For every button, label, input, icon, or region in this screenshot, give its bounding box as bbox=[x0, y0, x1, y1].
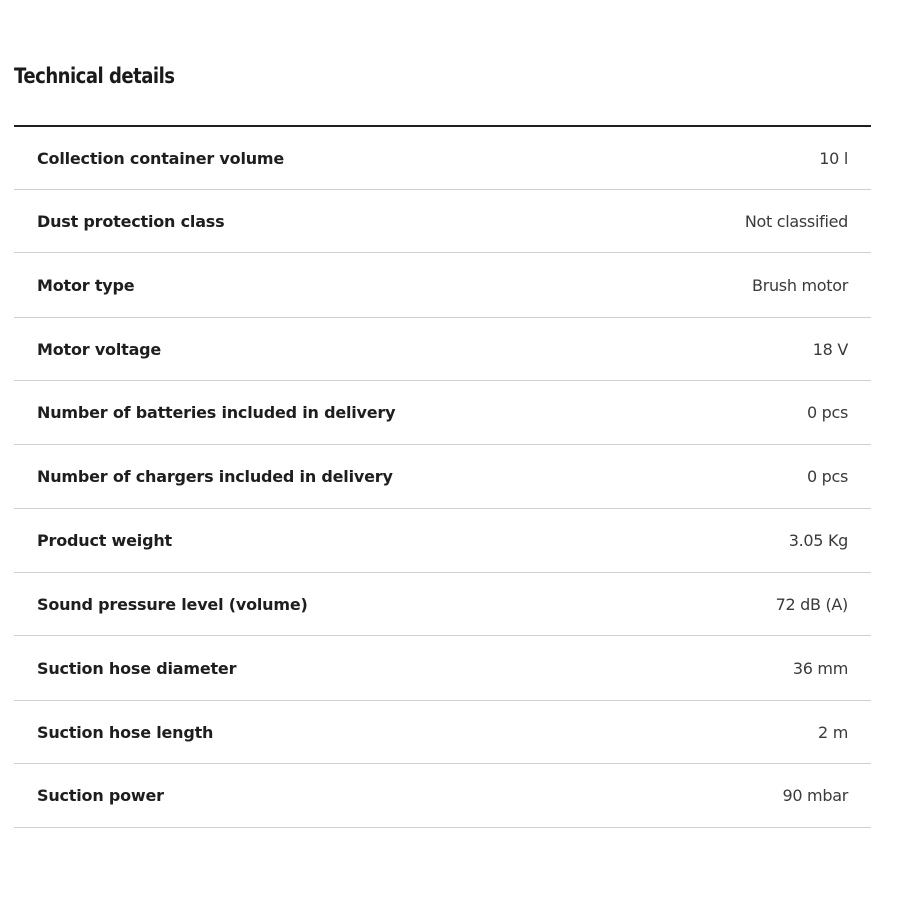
spec-label: Dust protection class bbox=[37, 211, 225, 231]
spec-value: 2 m bbox=[818, 722, 848, 742]
specs-table bbox=[14, 125, 871, 828]
spec-row-suction-hose-length bbox=[14, 701, 871, 764]
spec-value: 90 mbar bbox=[782, 786, 848, 805]
spec-value: Brush motor bbox=[752, 275, 848, 295]
spec-row-suction-hose-diameter bbox=[14, 636, 871, 701]
spec-row-number-of-batteries bbox=[14, 381, 871, 445]
section-title: Technical details bbox=[14, 64, 175, 88]
spec-value: 18 V bbox=[812, 339, 848, 359]
spec-label: Product weight bbox=[37, 531, 172, 550]
spec-value: 72 dB (A) bbox=[775, 594, 848, 614]
spec-label: Motor type bbox=[37, 275, 135, 295]
spec-label: Sound pressure level (volume) bbox=[37, 594, 308, 614]
spec-row-product-weight bbox=[14, 509, 871, 573]
spec-row-sound-pressure-level bbox=[14, 573, 871, 636]
spec-label: Suction hose length bbox=[37, 722, 214, 742]
spec-value: 0 pcs bbox=[806, 403, 848, 422]
spec-label: Collection container volume bbox=[37, 148, 285, 168]
spec-row-number-of-chargers bbox=[14, 445, 871, 509]
spec-label: Number of batteries included in delivery bbox=[37, 403, 396, 422]
spec-label: Number of chargers included in delivery bbox=[37, 467, 393, 486]
spec-row-motor-type bbox=[14, 253, 871, 318]
spec-value: Not classified bbox=[744, 211, 848, 231]
spec-row-motor-voltage bbox=[14, 318, 871, 381]
spec-row-dust-protection-class bbox=[14, 190, 871, 253]
spec-label: Motor voltage bbox=[37, 339, 162, 359]
spec-label: Suction power bbox=[37, 786, 164, 805]
spec-label: Suction hose diameter bbox=[37, 658, 237, 678]
spec-row-suction-power bbox=[14, 764, 871, 828]
spec-value: 3.05 Kg bbox=[788, 531, 848, 550]
spec-value: 10 l bbox=[819, 148, 848, 168]
spec-value: 36 mm bbox=[792, 658, 848, 678]
spec-value: 0 pcs bbox=[806, 467, 848, 486]
spec-row-collection-container-volume bbox=[14, 127, 871, 190]
